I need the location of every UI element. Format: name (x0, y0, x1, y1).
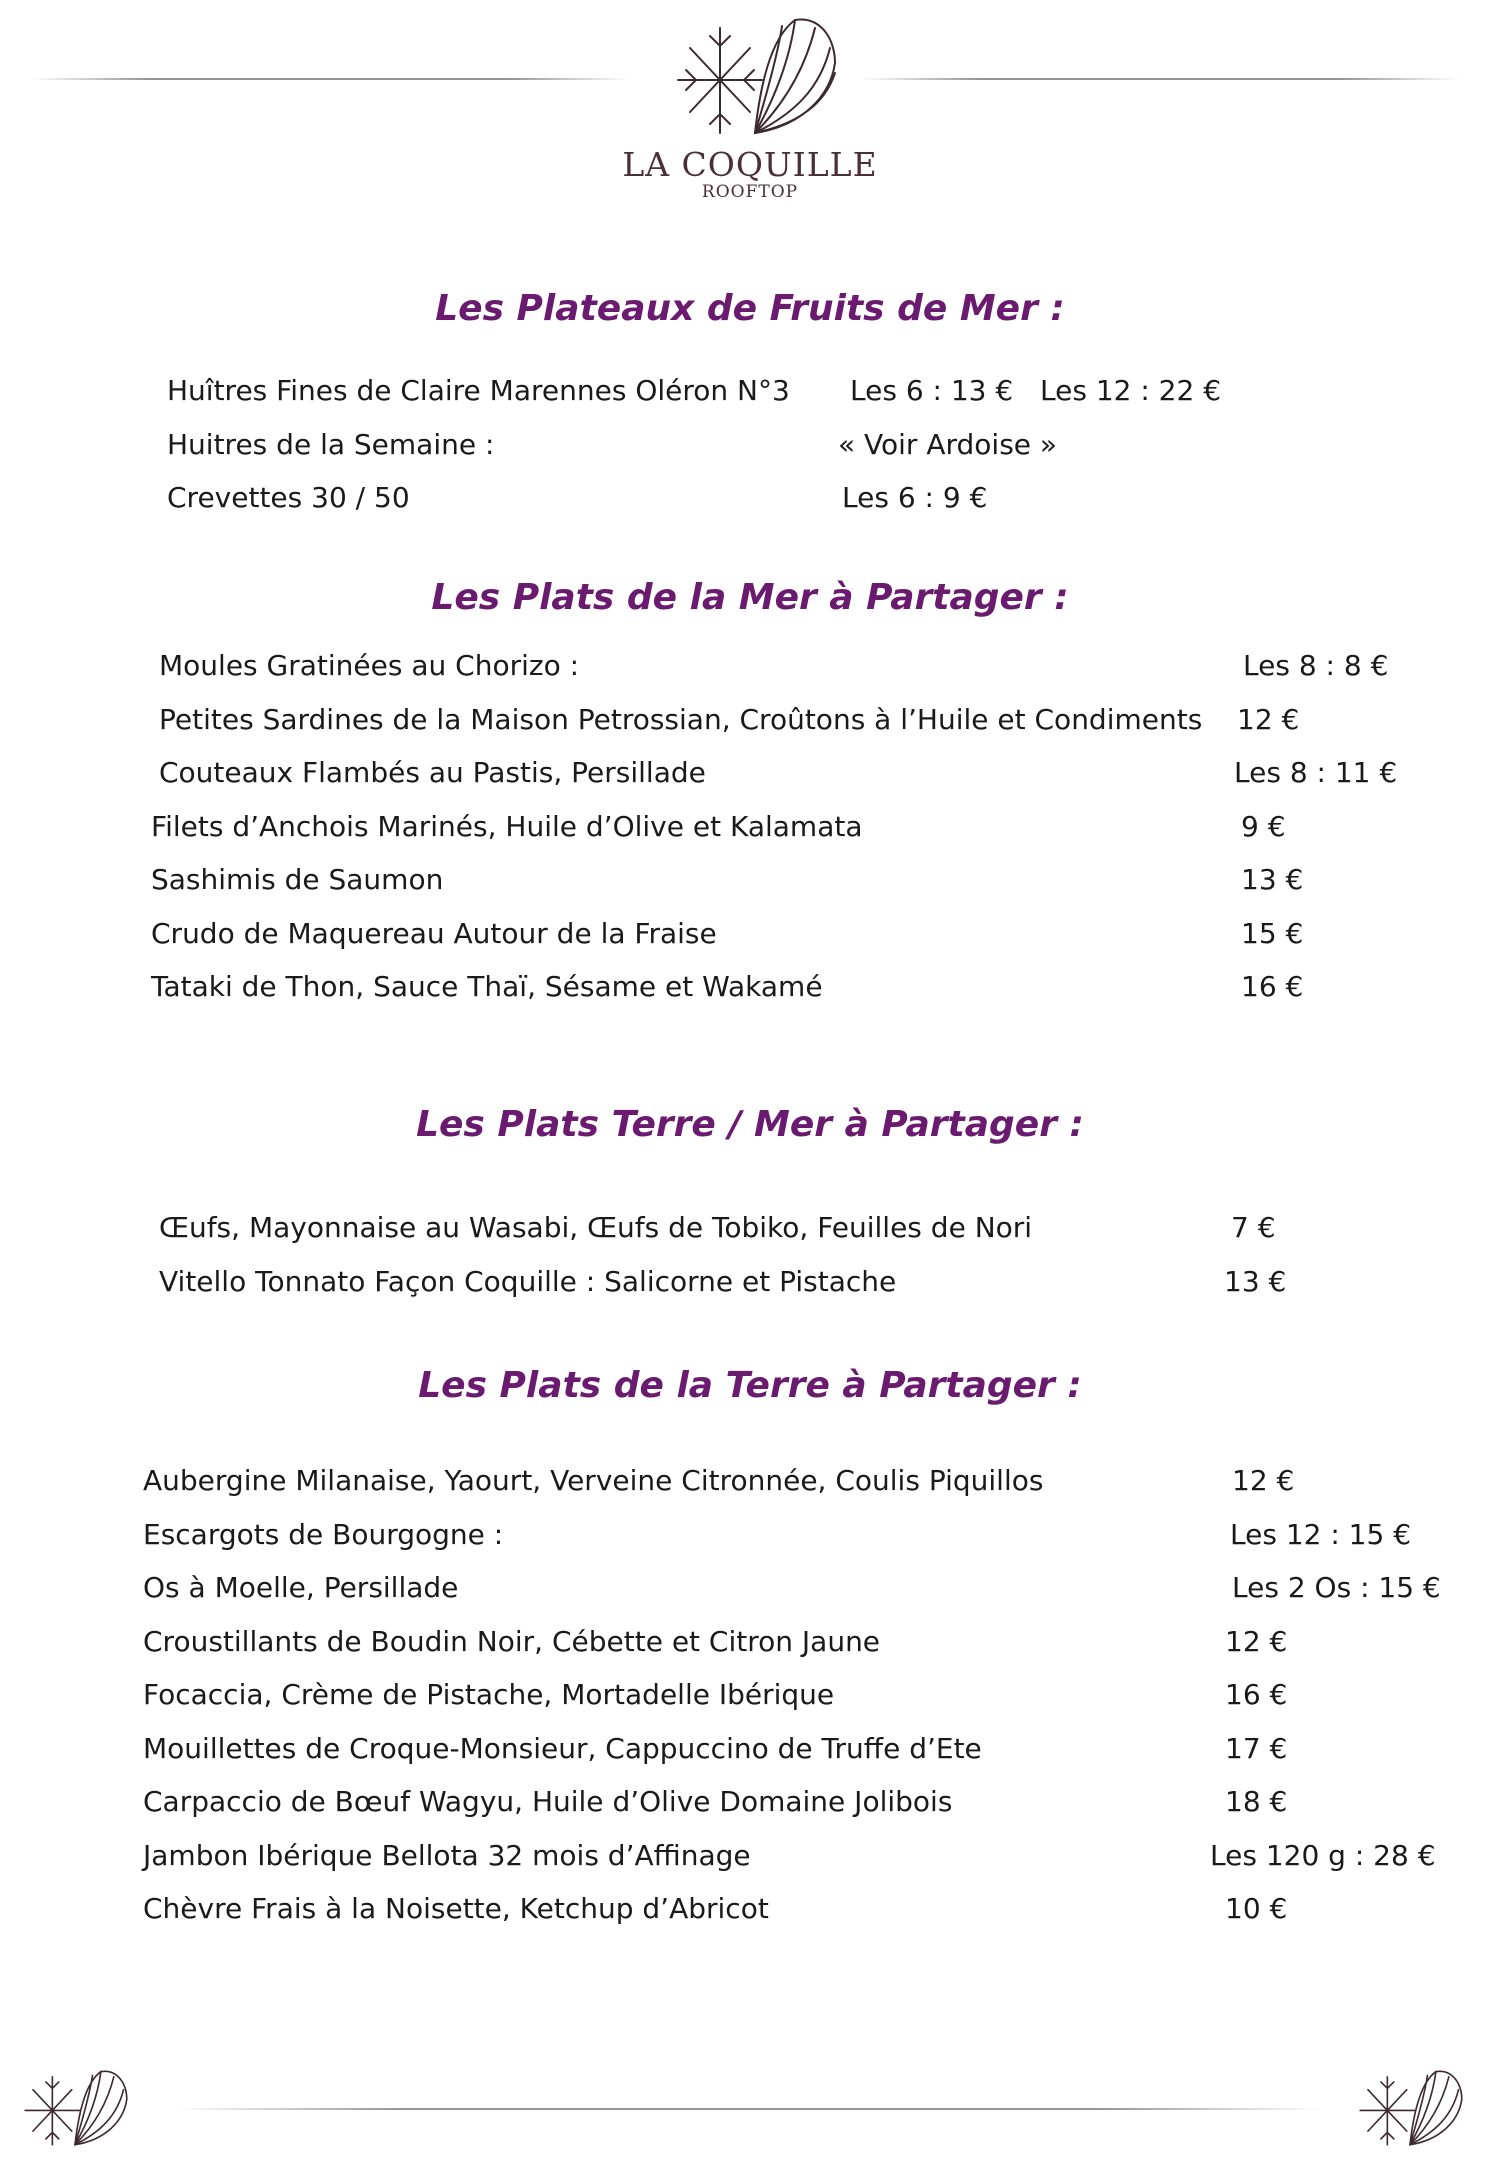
menu-item-name: Petites Sardines de la Maison Petrossian, Croûtons à l’Huile et Condiments (159, 703, 1203, 736)
section-title: Les Plats de la Terre à Partager : (418, 1365, 1082, 1406)
menu-item-price: 12 € (1232, 1464, 1295, 1497)
menu-item-name: Vitello Tonnato Façon Coquille : Salicorne et Pistache (159, 1265, 897, 1298)
menu-item-price: 18 € (1225, 1785, 1288, 1818)
menu-item-name: Focaccia, Crème de Pistache, Mortadelle Ibérique (143, 1678, 835, 1711)
menu-item-price: 12 € (1225, 1625, 1288, 1658)
menu-item-price: 12 € (1237, 703, 1300, 736)
header-rule-right (860, 78, 1460, 80)
menu-item-price: 7 € (1231, 1211, 1276, 1244)
section-title: Les Plateaux de Fruits de Mer : (435, 288, 1065, 329)
menu-item-price: 9 € (1241, 810, 1286, 843)
shell-snowflake-logo-icon (1355, 2050, 1465, 2165)
menu-item-name: Jambon Ibérique Bellota 32 mois d’Affinage (143, 1839, 751, 1872)
menu-item-name: Mouillettes de Croque-Monsieur, Cappuccino de Truffe d’Ete (143, 1732, 982, 1765)
menu-item-price: Les 2 Os : 15 € (1232, 1571, 1441, 1604)
menu-item-price: « Voir Ardoise » (838, 428, 1058, 461)
menu-item-name: Moules Gratinées au Chorizo : (159, 649, 580, 682)
brand-subtitle: ROOFTOP (701, 182, 799, 202)
menu-item-price: 15 € (1241, 917, 1304, 950)
menu-item-name: Huitres de la Semaine : (167, 428, 495, 461)
menu-item-name: Aubergine Milanaise, Yaourt, Verveine Citronnée, Coulis Piquillos (143, 1464, 1044, 1497)
menu-item-name: Sashimis de Saumon (151, 863, 444, 896)
footer-rule (175, 2108, 1325, 2110)
section-title: Les Plats Terre / Mer à Partager : (416, 1104, 1084, 1145)
menu-item-name: Carpaccio de Bœuf Wagyu, Huile d’Olive Domaine Jolibois (143, 1785, 953, 1818)
menu-item-name: Couteaux Flambés au Pastis, Persillade (159, 756, 706, 789)
menu-item-price: Les 8 : 11 € (1234, 756, 1398, 789)
menu-item-name: Croustillants de Boudin Noir, Cébette et Citron Jaune (143, 1625, 881, 1658)
menu-item-price: 13 € (1241, 863, 1304, 896)
menu-item-price: 13 € (1224, 1265, 1287, 1298)
menu-item-price: Les 12 : 15 € (1230, 1518, 1412, 1551)
menu-item-name: Escargots de Bourgogne : (143, 1518, 504, 1551)
brand-name: LA COQUILLE (622, 145, 878, 184)
menu-item-price: Les 8 : 8 € (1243, 649, 1389, 682)
menu-item-price: Les 6 : 13 € (850, 374, 1014, 407)
menu-item-name: Crevettes 30 / 50 (167, 481, 410, 514)
menu-item-name: Crudo de Maquereau Autour de la Fraise (151, 917, 717, 950)
shell-snowflake-logo-icon (20, 2050, 130, 2165)
menu-item-price: Les 6 : 9 € (842, 481, 988, 514)
menu-item-price-secondary: Les 12 : 22 € (1040, 374, 1222, 407)
menu-item-name: Œufs, Mayonnaise au Wasabi, Œufs de Tobiko, Feuilles de Nori (159, 1211, 1033, 1244)
section-title: Les Plats de la Mer à Partager : (431, 577, 1069, 618)
menu-item-price: 16 € (1225, 1678, 1288, 1711)
menu-item-name: Filets d’Anchois Marinés, Huile d’Olive et Kalamata (151, 810, 863, 843)
menu-item-price: 16 € (1241, 970, 1304, 1003)
menu-item-name: Chèvre Frais à la Noisette, Ketchup d’Abricot (143, 1892, 769, 1925)
menu-item-name: Tataki de Thon, Sauce Thaï, Sésame et Wakamé (151, 970, 823, 1003)
shell-snowflake-logo-icon (670, 8, 840, 143)
menu-item-name: Huîtres Fines de Claire Marennes Oléron N°3 (167, 374, 790, 407)
menu-item-price: 17 € (1225, 1732, 1288, 1765)
menu-item-price: Les 120 g : 28 € (1210, 1839, 1436, 1872)
menu-item-name: Os à Moelle, Persillade (143, 1571, 459, 1604)
menu-item-price: 10 € (1225, 1892, 1288, 1925)
header-rule-left (30, 78, 630, 80)
